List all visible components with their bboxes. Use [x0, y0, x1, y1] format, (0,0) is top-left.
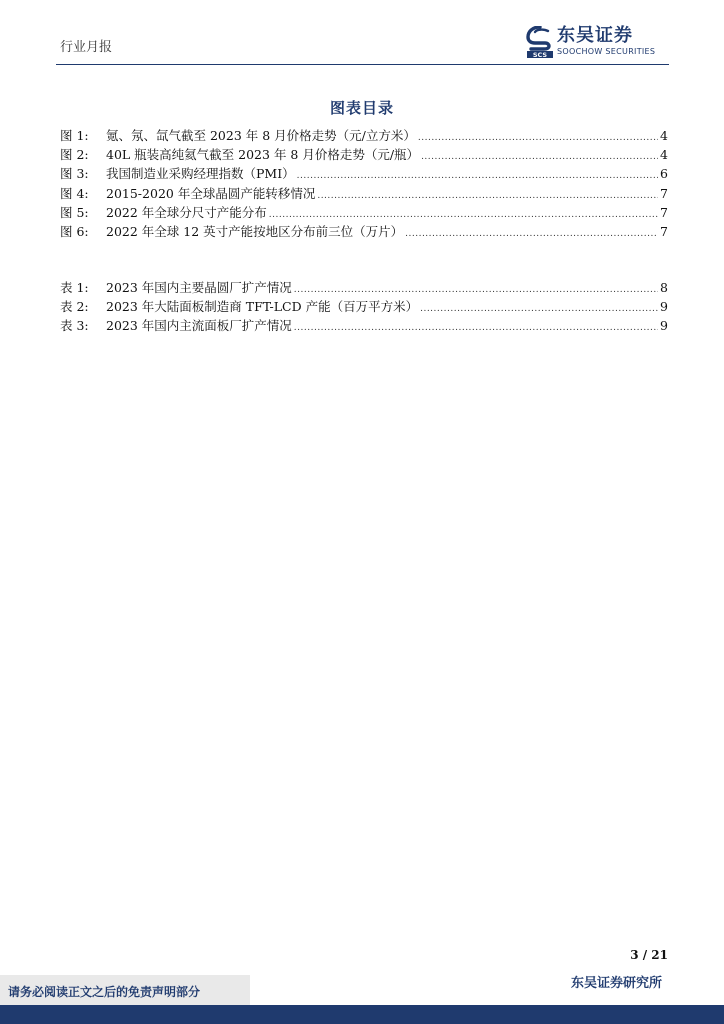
toc-entry-number: 图 4:	[60, 185, 89, 201]
toc-entry-number: 图 6:	[60, 223, 89, 239]
toc-entry-title: 我国制造业采购经理指数（PMI）	[106, 166, 295, 182]
toc-entry-page: 4	[660, 147, 668, 163]
toc-entry-figure-4[interactable]	[60, 184, 668, 203]
toc-leader-dots	[317, 187, 658, 206]
toc-entry-title: 40L 瓶装高纯氦气截至 2023 年 8 月价格走势（元/瓶）	[106, 147, 420, 163]
toc-entry-title: 2023 年国内主要晶圆厂扩产情况	[106, 280, 292, 295]
toc-entry-table-3[interactable]	[60, 316, 668, 335]
toc-leader-dots	[294, 319, 658, 338]
toc-entry-page: 7	[660, 223, 668, 239]
toc-entry-page: 7	[660, 185, 668, 201]
toc-entry-title: 2015-2020 年全球晶圆产能转移情况	[106, 185, 316, 201]
toc-entry-number: 图 3:	[60, 166, 89, 182]
company-logo	[526, 26, 672, 60]
toc-entry-page: 6	[660, 166, 668, 182]
logo-name-en: SOOCHOW SECURITIES	[557, 47, 656, 56]
toc-entry-number: 图 1:	[60, 128, 89, 143]
research-institute-label: 东吴证券研究所	[570, 976, 662, 991]
toc-leader-dots	[421, 148, 658, 167]
toc-entry-number: 表 1:	[60, 280, 89, 295]
logo-mark-text: SCS	[532, 51, 548, 58]
figure-list	[60, 126, 668, 241]
toc-entry-table-2[interactable]	[60, 297, 668, 316]
toc-entry-title: 2022 年全球分尺寸产能分布	[106, 204, 267, 220]
toc-entry-title: 2023 年国内主流面板厂扩产情况	[106, 318, 292, 334]
report-type-label: 行业月报	[60, 40, 113, 55]
footer-bar	[0, 1005, 724, 1024]
toc-entry-number: 表 2:	[60, 299, 89, 315]
toc-leader-dots	[418, 129, 658, 148]
toc-leader-dots	[420, 300, 658, 319]
toc-entry-number: 图 5:	[60, 204, 89, 220]
toc-leader-dots	[405, 225, 658, 244]
toc-entry-page: 8	[660, 280, 668, 295]
toc-entry-figure-5[interactable]	[60, 203, 668, 222]
page-indicator: 3 / 21	[630, 948, 668, 962]
toc-entry-page: 9	[660, 318, 668, 334]
toc-leader-dots	[297, 167, 658, 186]
toc-entry-page: 9	[660, 299, 668, 315]
toc-entry-number: 表 3:	[60, 318, 89, 334]
logo-name-cn: 东吴证券	[557, 25, 633, 46]
logo-mark-icon	[526, 26, 554, 58]
toc-title: 图表目录	[329, 99, 394, 117]
toc-entry-title: 2023 年大陆面板制造商 TFT-LCD 产能（百万平方米）	[106, 299, 419, 315]
toc-entry-page: 7	[660, 204, 668, 220]
toc-entry-page: 4	[660, 128, 668, 143]
toc-entry-title: 氪、氖、氙气截至 2023 年 8 月价格走势（元/立方米）	[106, 128, 416, 143]
toc-entry-figure-2[interactable]	[60, 145, 668, 164]
toc-entry-number: 图 2:	[60, 147, 89, 163]
toc-entry-figure-3[interactable]	[60, 164, 668, 183]
toc-entry-figure-1[interactable]	[60, 126, 668, 145]
toc-entry-figure-6[interactable]	[60, 222, 668, 241]
header-divider	[56, 64, 669, 65]
toc-entry-title: 2022 年全球 12 英寸产能按地区分布前三位（万片）	[106, 223, 404, 239]
table-list	[60, 278, 668, 336]
toc-entry-table-1[interactable]	[60, 278, 668, 297]
disclaimer-text: 请务必阅读正文之后的免责声明部分	[8, 985, 201, 999]
